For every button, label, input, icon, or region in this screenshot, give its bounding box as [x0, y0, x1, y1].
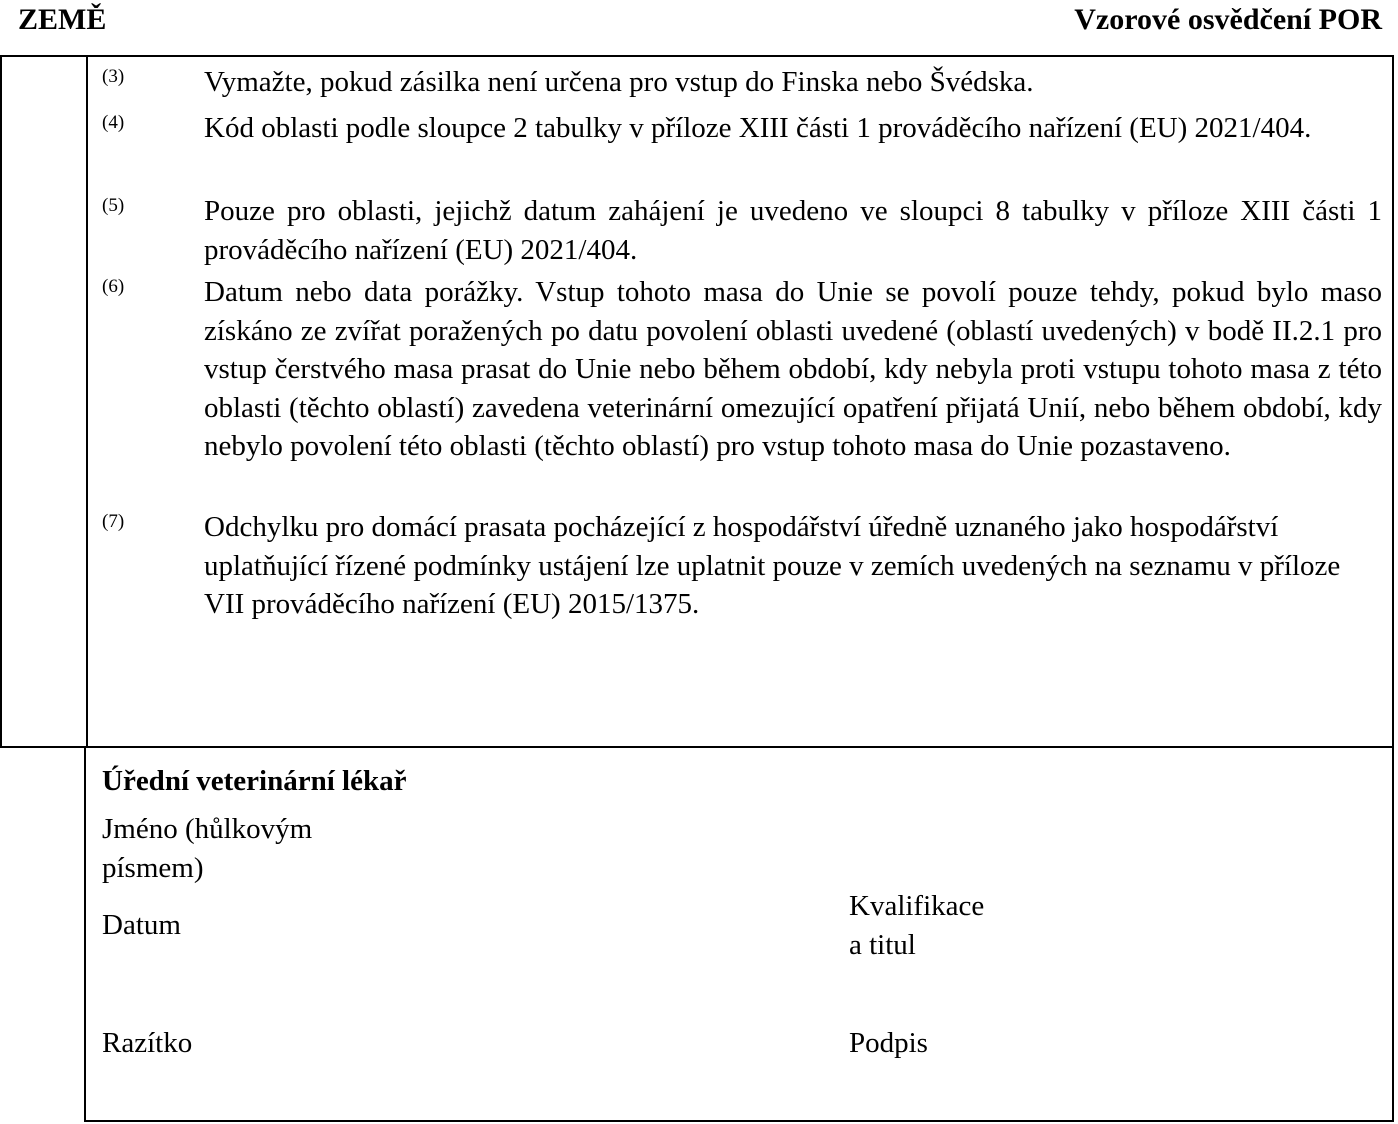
notes-box	[0, 55, 1394, 748]
note-text: Kód oblasti podle sloupce 2 tabulky v příloze XIII části 1 prováděcího nařízení (EU) 2021/404.	[204, 112, 1312, 144]
name-label-line2: písmem)	[102, 852, 204, 884]
note-text: Datum nebo data porážky. Vstup tohoto masa do Unie se povolí pouze tehdy, pokud bylo maso získáno ze zvířat poražených po datu povolení oblasti uvedené (oblastí uvedených) v bodě II.2.1 pro vstup čerstvého masa prasat do Unie nebo během období, kdy nebyla proti vstupu tohoto masa z této oblasti (těchto oblastí) zavedena veterinární omezující opatření přijatá Unií, nebo během období, kdy nebylo povolení této oblasti (těchto oblastí) pro vstup tohoto masa do Unie pozastaveno.	[204, 276, 1382, 462]
date-label: Datum	[102, 909, 181, 941]
note-number: (7)	[102, 511, 125, 532]
note-number: (5)	[102, 195, 125, 216]
signature-box	[84, 748, 1394, 1122]
note-number: (3)	[102, 66, 125, 87]
note-text: Odchylku pro domácí prasata pocházející z hospodářství úředně uznaného jako hospodářství uplatňující řízené podmínky ustájení lze uplatnit pouze v zemích uvedených na seznamu v příloze VII prováděcího nařízení (EU) 2015/1375.	[204, 511, 1341, 620]
note-text: Pouze pro oblasti, jejichž datum zahájení je uvedeno ve sloupci 8 tabulky v příloze XIII části 1 prováděcího nařízení (EU) 2021/404.	[204, 195, 1382, 266]
name-label-line1: Jméno (hůlkovým	[102, 813, 313, 845]
qualification-label-line2: a titul	[849, 929, 916, 961]
qualification-label-line1: Kvalifikace	[849, 890, 985, 922]
note-number: (4)	[102, 112, 125, 133]
header-certificate-title: Vzorové osvědčení POR	[1074, 3, 1382, 36]
header-country: ZEMĚ	[18, 3, 107, 36]
column-divider	[86, 57, 88, 746]
note-text: Vymažte, pokud zásilka není určena pro vstup do Finska nebo Švédska.	[204, 66, 1034, 98]
signature-label: Podpis	[849, 1027, 928, 1059]
stamp-label: Razítko	[102, 1027, 193, 1059]
official-veterinarian-title: Úřední veterinární lékař	[102, 765, 407, 797]
note-number: (6)	[102, 276, 125, 297]
